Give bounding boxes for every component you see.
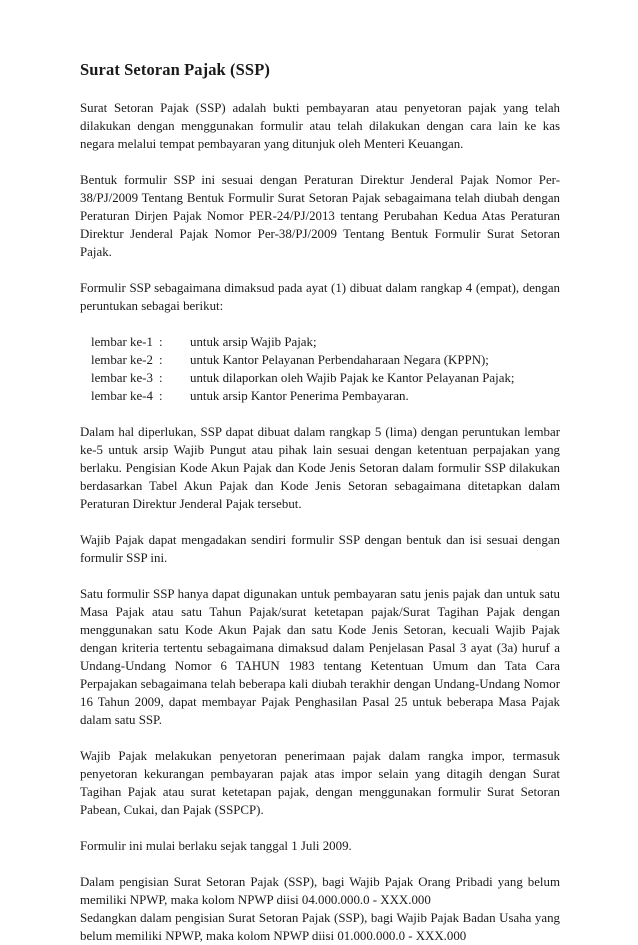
copy-separator: : [159, 335, 163, 349]
list-item [91, 333, 560, 351]
copy-label: lembar ke-3 [91, 371, 153, 385]
copy-separator: : [159, 389, 163, 403]
copy-purpose: untuk dilaporkan oleh Wajib Pajak ke Kantor Pelayanan Pajak; [190, 371, 515, 385]
copy-purpose: untuk Kantor Pelayanan Perbendaharaan Negara (KPPN); [190, 353, 489, 367]
paragraph-own-form: Wajib Pajak dapat mengadakan sendiri formulir SSP dengan bentuk dan isi sesuai dengan formulir SSP ini. [80, 533, 560, 565]
paragraph-definition: Surat Setoran Pajak (SSP) adalah bukti pembayaran atau penyetoran pajak yang telah dilakukan dengan menggunakan formulir atau telah dilakukan dengan cara lain ke kas negara melalui tempat pembayaran yang ditunjuk oleh Menteri Keuangan. [80, 101, 560, 151]
paragraph-five-copies: Dalam hal diperlukan, SSP dapat dibuat dalam rangkap 5 (lima) dengan peruntukan lembar ke-5 untuk arsip Wajib Pungut atau pihak lain sesuai dengan ketentuan perpajakan yang berlaku. Pengisian Kode Akun Pajak dan Kode Jenis Setoran dalam formulir SSP dilakukan berdasarkan Tabel Akun Pajak dan Kode Jenis Setoran sebagaimana ditetapkan dalam Peraturan Direktur Jenderal Pajak tersebut. [80, 425, 560, 511]
copy-purpose: untuk arsip Kantor Penerima Pembayaran. [190, 389, 409, 403]
paragraph-npwp-individual: Dalam pengisian Surat Setoran Pajak (SSP), bagi Wajib Pajak Orang Pribadi yang belum memiliki NPWP, maka kolom NPWP diisi 04.000.000.0 - XXX.000 [80, 875, 560, 907]
paragraph-regulation: Bentuk formulir SSP ini sesuai dengan Peraturan Direktur Jenderal Pajak Nomor Per-38/PJ/2009 Tentang Bentuk Formulir Surat Setoran Pajak sebagaimana telah diubah dengan Peraturan Dirjen Pajak Nomor PER-24/PJ/2013 tentang Perubahan Kedua Atas Peraturan Direktur Jenderal Pajak Nomor Per-38/PJ/2009 Tentang Bentuk Formulir Surat Setoran Pajak. [80, 173, 560, 259]
list-item [91, 369, 560, 387]
paragraph-single-tax: Satu formulir SSP hanya dapat digunakan untuk pembayaran satu jenis pajak dan untuk satu Masa Pajak atau satu Tahun Pajak/surat ketetapan pajak/Surat Tagihan Pajak dengan menggunakan satu Kode Akun Pajak dan satu Kode Jenis Setoran, kecuali Wajib Pajak dengan kriteria tertentu sebagaimana dimaksud dalam Penjelasan Pasal 3 ayat (3a) huruf a Undang-Undang Nomor 6 TAHUN 1983 tentang Ketentuan Umum dan Tata Cara Perpajakan sebagaimana telah beberapa kali diubah terakhir dengan Undang-Undang Nomor 16 Tahun 2009, dapat membayar Pajak Penghasilan Pasal 25 untuk beberapa Masa Pajak dalam satu SSP. [80, 587, 560, 727]
document-title: Surat Setoran Pajak (SSP) [80, 60, 270, 79]
copy-separator: : [159, 371, 163, 385]
copy-purpose: untuk arsip Wajib Pajak; [190, 335, 317, 349]
paragraph-copies-intro: Formulir SSP sebagaimana dimaksud pada ayat (1) dibuat dalam rangkap 4 (empat), dengan peruntukan sebagai berikut: [80, 281, 560, 313]
paragraph-effective-date: Formulir ini mulai berlaku sejak tanggal 1 Juli 2009. [80, 839, 352, 853]
document-page [80, 60, 560, 945]
paragraph-import: Wajib Pajak melakukan penyetoran penerimaan pajak dalam rangka impor, termasuk penyetoran kekurangan pembayaran pajak atas impor selain yang ditagih dengan Surat Tagihan Pajak atau surat ketetapan pajak, dengan menggunakan formulir Surat Setoran Pabean, Cukai, dan Pajak (SSPCP). [80, 749, 560, 817]
paragraph-npwp-business: Sedangkan dalam pengisian Surat Setoran Pajak (SSP), bagi Wajib Pajak Badan Usaha yang belum memiliki NPWP, maka kolom NPWP diisi 01.000.000.0 - XXX.000 [80, 911, 560, 943]
copy-label: lembar ke-4 [91, 389, 153, 403]
copies-list [91, 333, 560, 405]
copy-label: lembar ke-2 [91, 353, 153, 367]
list-item [91, 387, 560, 405]
copy-separator: : [159, 353, 163, 367]
list-item [91, 351, 560, 369]
copy-label: lembar ke-1 [91, 335, 153, 349]
